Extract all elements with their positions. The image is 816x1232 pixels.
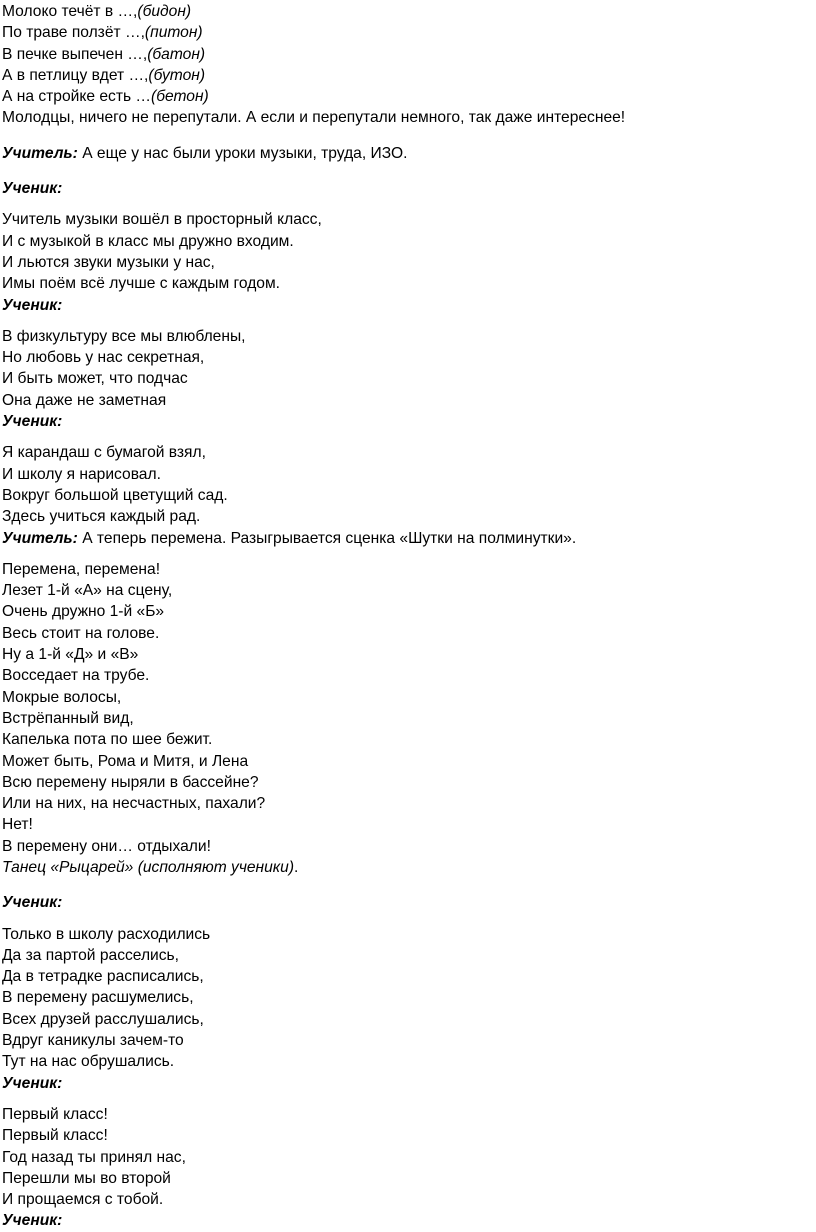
riddle-text: А в петлицу вдет …,	[2, 66, 149, 84]
speaker-label-teacher: Учитель:	[2, 529, 78, 547]
verse-line: Весь стоит на голове.	[2, 624, 160, 642]
speaker-label-student: Ученик:	[2, 296, 63, 314]
verse-line: Перемена, перемена!	[2, 560, 161, 578]
verse-line: И льются звуки музыки у нас,	[2, 253, 215, 271]
riddle-line	[2, 44, 812, 65]
speaker-label-student: Ученик:	[2, 1074, 63, 1092]
praise-line: Молодцы, ничего не перепутали. А если и перепутали немного, так даже интереснее!	[2, 109, 626, 127]
verse-line: Вокруг большой цветущий сад.	[2, 486, 228, 504]
riddle-line	[2, 22, 812, 43]
verse-line: Мокрые волосы,	[2, 688, 122, 706]
stanza-first-class	[2, 1104, 812, 1210]
verse-line: И прощаемся с тобой.	[2, 1191, 164, 1209]
verse-line: Может быть, Рома и Митя, и Лена	[2, 752, 249, 770]
riddle-line	[2, 1, 812, 22]
verse-line: Только в школу расходились	[2, 925, 211, 943]
teacher-text: А теперь перемена. Разыгрывается сценка «Шутки на полминутки».	[77, 529, 577, 547]
stanza-school	[2, 924, 812, 1073]
stanza-pe	[2, 326, 812, 411]
verse-line: И быть может, что подчас	[2, 370, 188, 388]
stanza-art	[2, 442, 812, 527]
dance-note-text: Танец «Рыцарей» (исполняют ученики)	[2, 858, 295, 876]
verse-line: Или на них, на несчастных, пахали?	[2, 795, 266, 813]
verse-line: Да в тетрадке расписались,	[2, 968, 204, 986]
dance-note	[2, 857, 812, 878]
verse-line: Восседает на трубе.	[2, 667, 150, 685]
document-page	[2, 0, 812, 1232]
riddle-line	[2, 65, 812, 86]
verse-line: Лезет 1-й «А» на сцену,	[2, 582, 173, 600]
verse-line: Здесь учиться каждый рад.	[2, 508, 201, 526]
verse-line: Нет!	[2, 816, 33, 834]
verse-line: Первый класс!	[2, 1105, 108, 1123]
riddle-answer: (бидон)	[137, 3, 192, 20]
verse-line: Учитель музыки вошёл в просторный класс,	[2, 211, 322, 229]
verse-line: И с музыкой в класс мы дружно входим.	[2, 232, 294, 250]
teacher-line	[2, 143, 812, 164]
verse-line: Тут на нас обрушались.	[2, 1053, 175, 1071]
verse-line: В физкультуру все мы влюблены,	[2, 327, 246, 345]
verse-line: Всех друзей расслушались,	[2, 1010, 204, 1028]
verse-line: Первый класс!	[2, 1127, 108, 1145]
speaker-label-teacher: Учитель:	[2, 144, 78, 162]
stanza-break	[2, 559, 812, 857]
riddle-text: А на стройке есть …	[2, 88, 152, 106]
riddle-answer: (бетон)	[151, 88, 209, 106]
riddle-answer: (бутон)	[148, 66, 206, 84]
verse-line: Капелька пота по шее бежит.	[2, 731, 213, 749]
riddles-block	[2, 1, 812, 129]
verse-line: Я карандаш с бумагой взял,	[2, 444, 206, 462]
verse-line: Она даже не заметная	[2, 391, 167, 409]
speaker-label-student: Ученик:	[2, 1212, 63, 1230]
teacher-text: А еще у нас были уроки музыки, труда, ИЗО.	[77, 144, 408, 162]
verse-line: В перемену они… отдыхали!	[2, 837, 211, 855]
verse-line: Вдруг каникулы зачем-то	[2, 1032, 184, 1050]
verse-line: Встрёпанный вид,	[2, 709, 134, 727]
verse-line: Очень дружно 1-й «Б»	[2, 603, 165, 621]
verse-line: В перемену расшумелись,	[2, 989, 194, 1007]
riddle-text: В печке выпечен …,	[2, 45, 148, 63]
verse-line: И школу я нарисовал.	[2, 465, 161, 483]
riddle-text: Молоко течёт в …,	[2, 3, 138, 20]
riddle-text: По траве ползёт …,	[2, 24, 145, 42]
speaker-label-student: Ученик:	[2, 894, 63, 912]
stanza-music	[2, 209, 812, 294]
verse-line: Год назад ты принял нас,	[2, 1148, 186, 1166]
speaker-label-student: Ученик:	[2, 413, 63, 431]
verse-line: Перешли мы во второй	[2, 1169, 171, 1187]
verse-line: Всю перемену ныряли в бассейне?	[2, 773, 259, 791]
riddle-line	[2, 86, 812, 107]
verse-line: Ну а 1-й «Д» и «В»	[2, 646, 139, 664]
teacher-line	[2, 528, 812, 549]
verse-line: Да за партой расселись,	[2, 946, 180, 964]
speaker-label-student: Ученик:	[2, 180, 63, 198]
verse-line: Имы поём всё лучше с каждым годом.	[2, 275, 281, 293]
riddle-answer: (питон)	[144, 24, 203, 42]
riddle-answer: (батон)	[147, 45, 206, 63]
verse-line: Но любовь у нас секретная,	[2, 349, 205, 367]
dance-note-period: .	[294, 858, 299, 876]
